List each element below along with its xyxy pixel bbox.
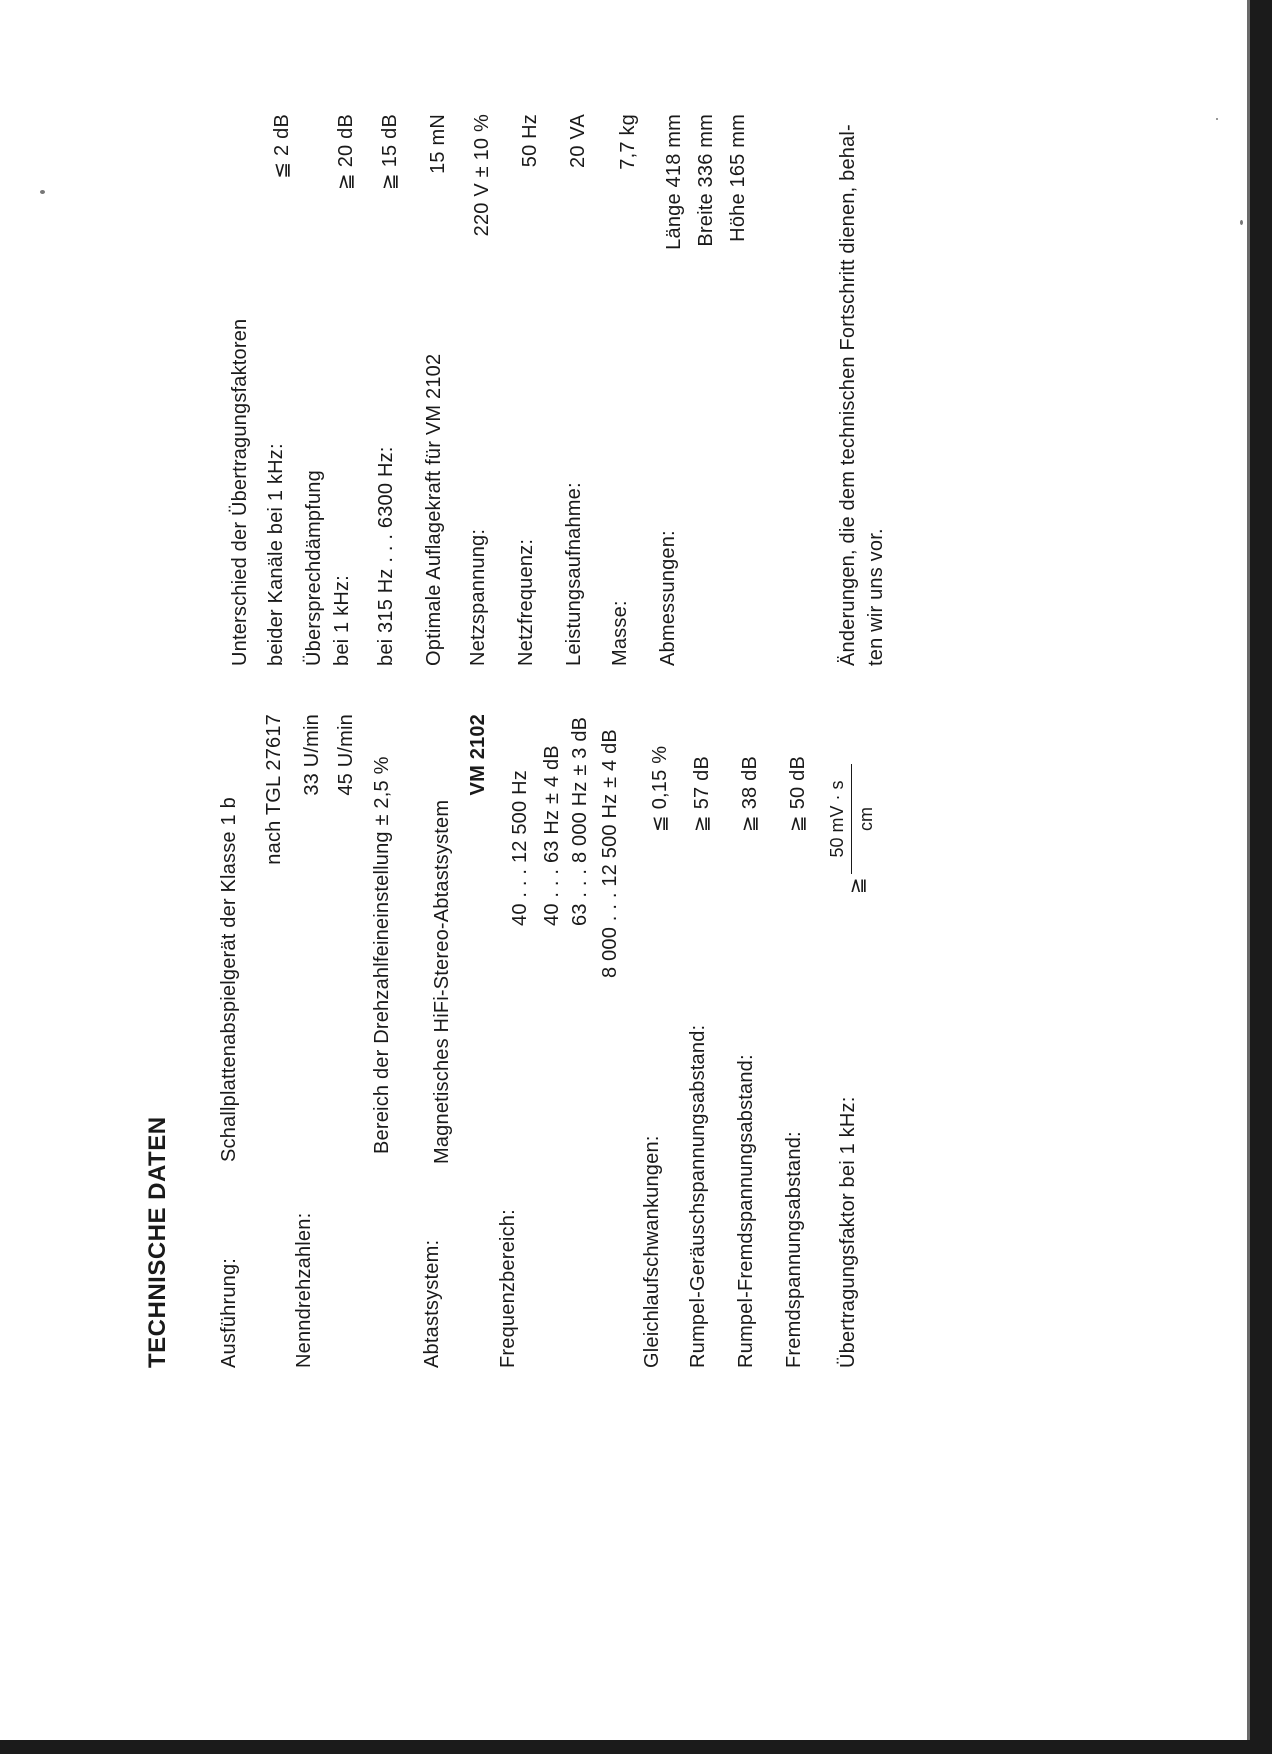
uebertragungsfaktor-label: Übertragungsfaktor bei 1 kHz: bbox=[837, 1096, 859, 1368]
uebertragungsfaktor-fraction bbox=[826, 764, 877, 874]
speed-45: 45 U/min bbox=[335, 714, 357, 796]
abmessungen-hoehe: Höhe 165 mm bbox=[727, 114, 749, 242]
drehzahl-range: Bereich der Drehzahlfeineinstellung ± 2,5 % bbox=[371, 756, 393, 1154]
abtastsystem-value: Magnetisches HiFi-Stereo-Abtastsystem bbox=[431, 799, 453, 1164]
frequenz-bereich-label: bei 315 Hz . . . 6300 Hz: bbox=[375, 446, 397, 666]
rumpel-geraeusch-value: ≧ 57 dB bbox=[691, 756, 713, 832]
unterschied-value: ≦ 2 dB bbox=[271, 114, 293, 179]
aenderungen-note-line-1: Änderungen, die dem technischen Fortschritt dienen, behal- bbox=[837, 124, 859, 666]
gleichlauf-value: ≦ 0,15 % bbox=[649, 745, 671, 832]
fremdspannung-value: ≧ 50 dB bbox=[787, 756, 809, 832]
abmessungen-laenge: Länge 418 mm bbox=[663, 114, 685, 250]
leistungsaufnahme-label: Leistungsaufnahme: bbox=[563, 482, 585, 666]
aenderungen-note-line-2: ten wir uns vor. bbox=[865, 528, 887, 666]
fremdspannung-label: Fremdspannungsabstand: bbox=[783, 1131, 805, 1368]
netzfrequenz-value: 50 Hz bbox=[519, 114, 541, 168]
gleichlauf-label: Gleichlaufschwankungen: bbox=[641, 1135, 663, 1368]
page-title: TECHNISCHE DATEN bbox=[144, 1116, 171, 1368]
unterschied-line-1: Unterschied der Übertragungsfaktoren bbox=[229, 318, 251, 666]
abmessungen-breite: Breite 336 mm bbox=[695, 114, 717, 247]
uebersprech-line-2: bei 1 kHz: bbox=[331, 575, 353, 666]
leistungsaufnahme-value: 20 VA bbox=[567, 114, 589, 168]
frequenz-range-3: 8 000 . . . 12 500 Hz ± 4 dB bbox=[599, 729, 621, 978]
uebersprech-value: ≧ 20 dB bbox=[335, 114, 357, 190]
masse-label: Masse: bbox=[609, 600, 631, 666]
rumpel-geraeusch-label: Rumpel-Geräuschspannungsabstand: bbox=[687, 1024, 709, 1368]
frequenz-range-2: 63 . . . 8 000 Hz ± 3 dB bbox=[569, 716, 591, 926]
frequenz-total: 40 . . . 12 500 Hz bbox=[509, 770, 531, 926]
abtastsystem-label: Abtastsystem: bbox=[421, 1239, 443, 1368]
netzfrequenz-label: Netzfrequenz: bbox=[515, 538, 537, 666]
frequenzbereich-label: Frequenzbereich: bbox=[497, 1209, 519, 1368]
abmessungen-label: Abmessungen: bbox=[657, 530, 679, 666]
frequenz-range-1: 40 . . . 63 Hz ± 4 dB bbox=[541, 745, 563, 926]
ausfuehrung-value: Schallplattenabspielgerät der Klasse 1 b bbox=[218, 797, 240, 1162]
frequenz-bereich-value: ≧ 15 dB bbox=[379, 114, 401, 190]
ausfuehrung-standard: nach TGL 27617 bbox=[263, 714, 285, 865]
nenndrehzahlen-label: Nenndrehzahlen: bbox=[293, 1212, 315, 1368]
rumpel-fremd-label: Rumpel-Fremdspannungsabstand: bbox=[735, 1054, 757, 1368]
uebersprech-line-1: Übersprechdämpfung bbox=[303, 470, 325, 666]
speed-33: 33 U/min bbox=[301, 714, 323, 796]
masse-value: 7,7 kg bbox=[617, 114, 639, 170]
netzspannung-value: 220 V ± 10 % bbox=[471, 114, 493, 237]
auflagekraft-value: 15 mN bbox=[427, 114, 449, 174]
netzspannung-label: Netzspannung: bbox=[467, 528, 489, 666]
auflagekraft-label: Optimale Auflagekraft für VM 2102 bbox=[423, 353, 445, 666]
unterschied-line-2: beider Kanäle bei 1 kHz: bbox=[265, 443, 287, 666]
fraction-numerator: 50 mV · s bbox=[827, 780, 847, 858]
ausfuehrung-label: Ausführung: bbox=[218, 1257, 240, 1368]
abtastsystem-model: VM 2102 bbox=[467, 714, 489, 796]
fraction-bar bbox=[851, 764, 852, 874]
fraction-denominator: cm bbox=[856, 807, 876, 831]
rumpel-fremd-value: ≧ 38 dB bbox=[739, 756, 761, 832]
uebertragungsfaktor-relation: ≧ bbox=[847, 877, 869, 894]
